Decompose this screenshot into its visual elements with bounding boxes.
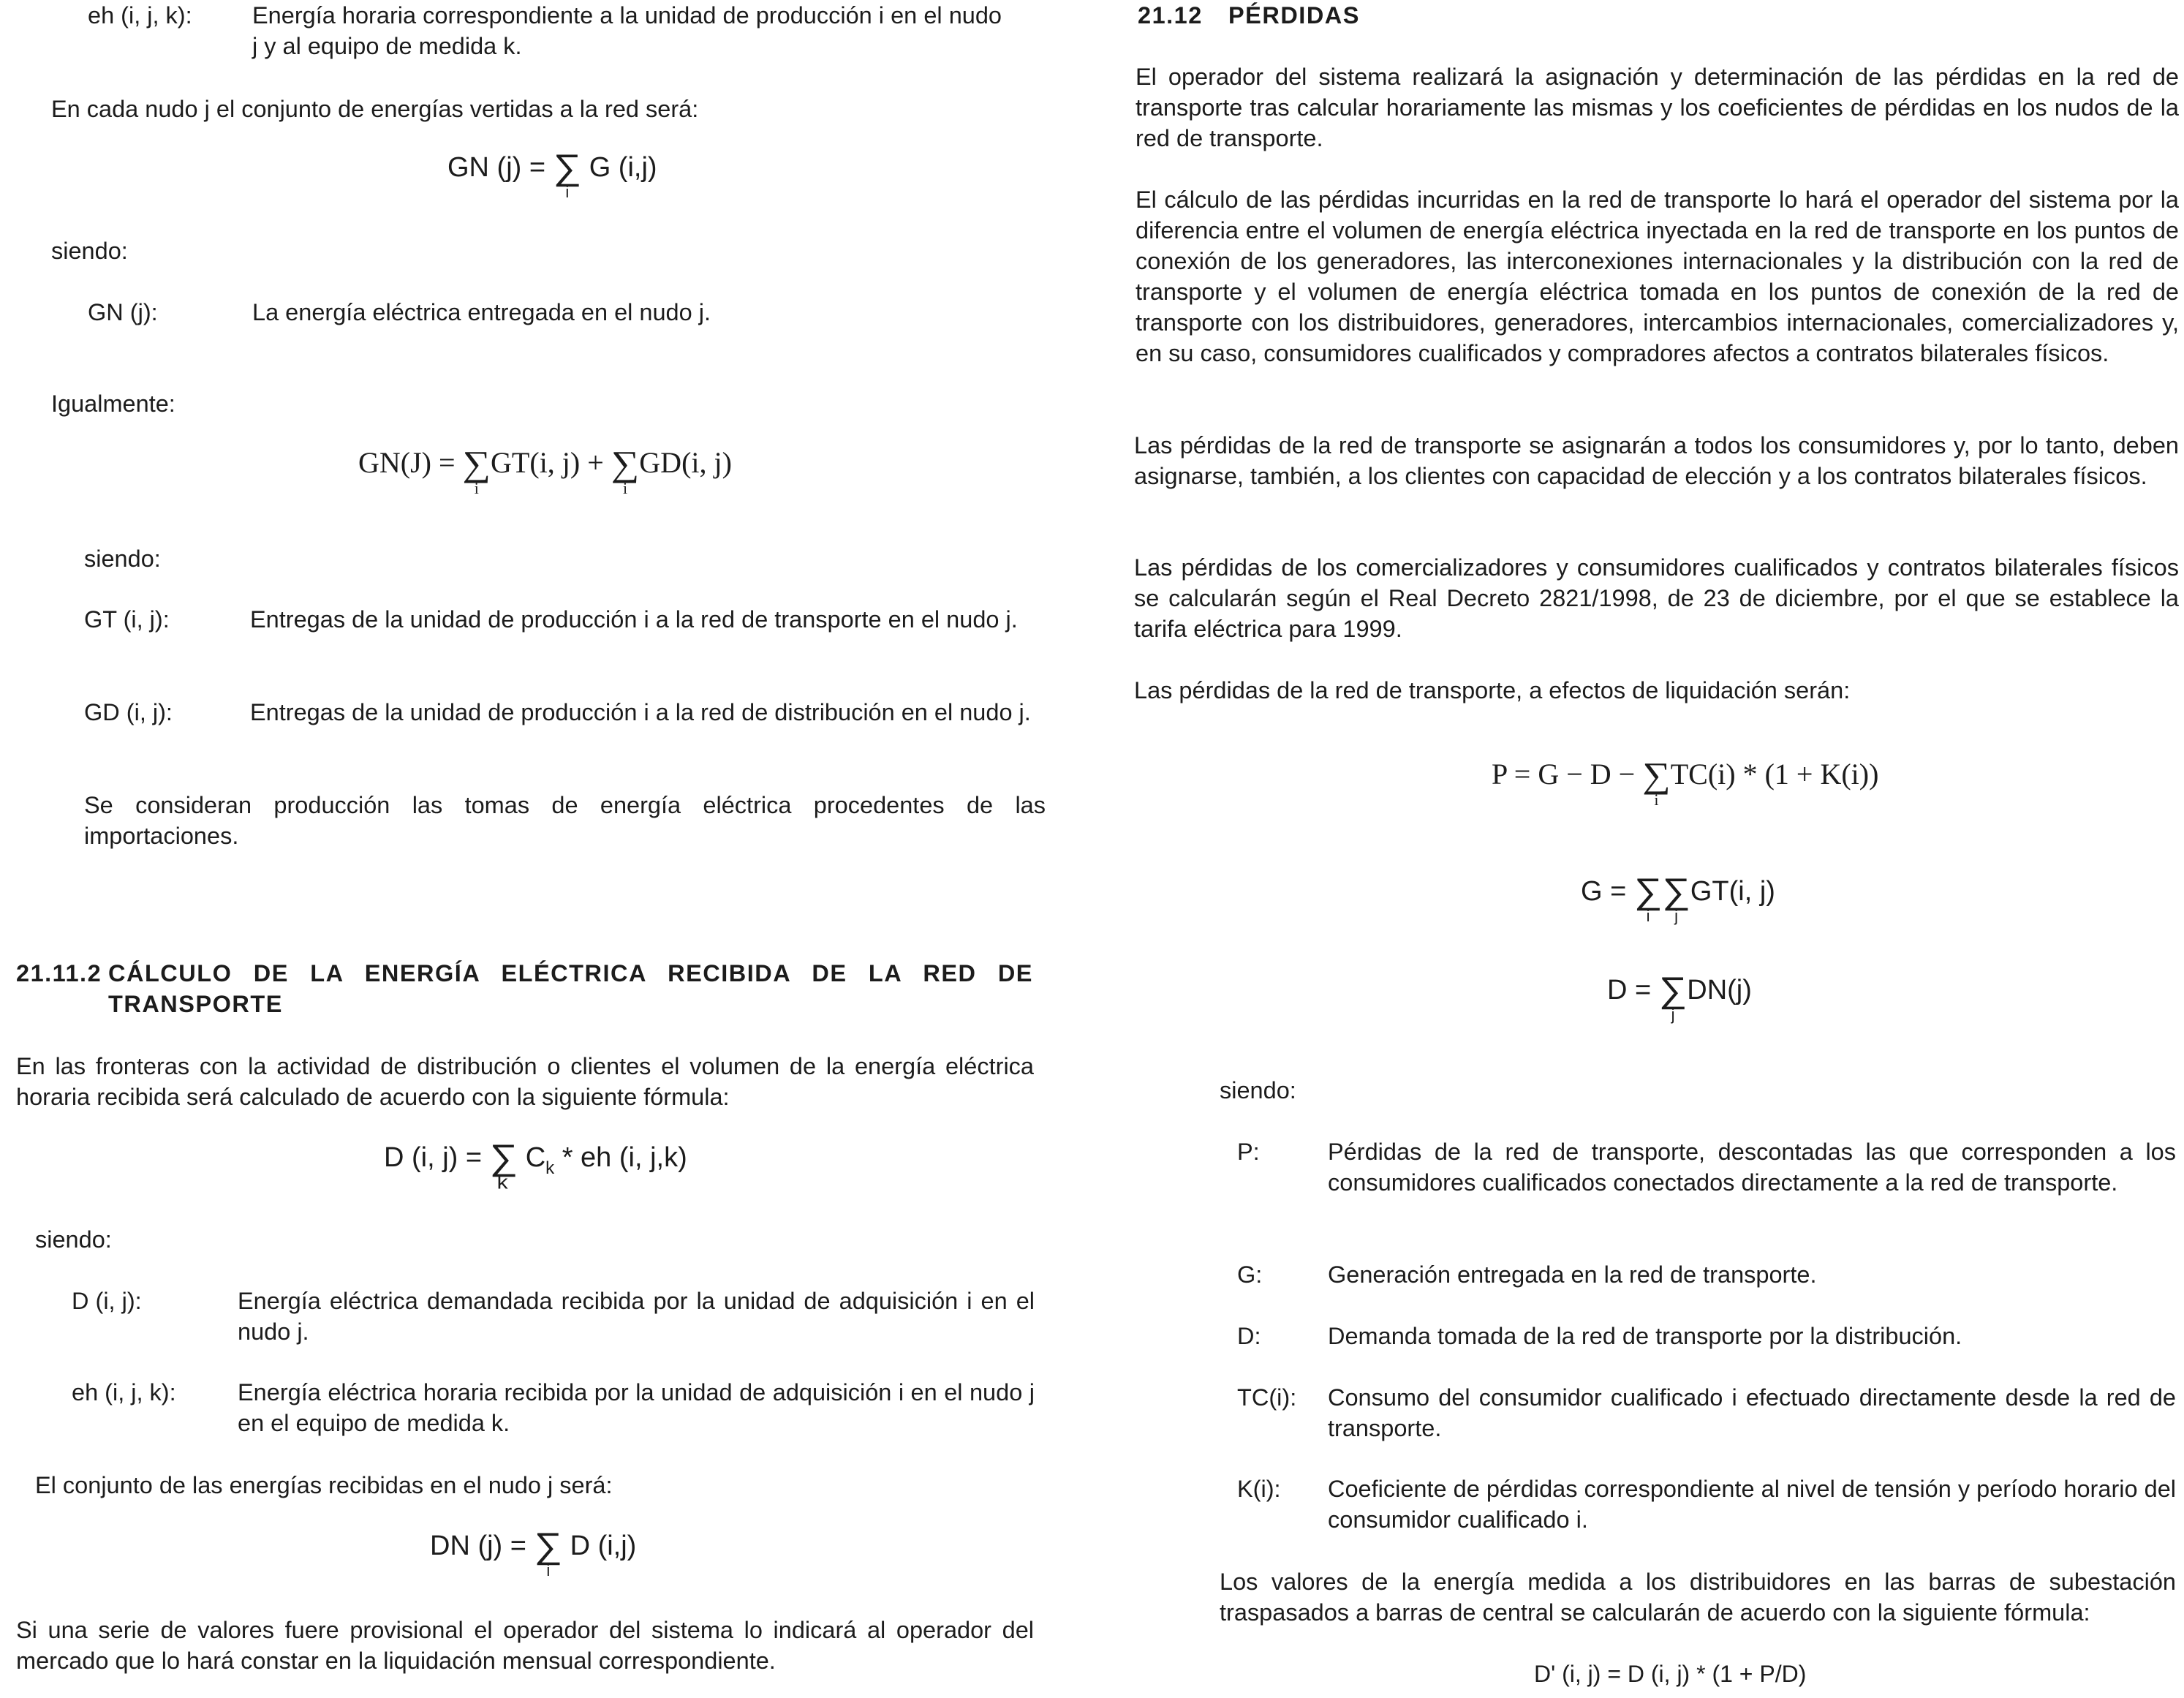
label-siendo: siendo:	[1220, 1077, 1296, 1103]
formula-gn	[447, 148, 657, 202]
section-heading-number: 21.11.2	[16, 960, 102, 986]
definition-description: Entregas de la unidad de producción i a la red de distribución en el nudo j.	[250, 699, 1031, 725]
sum-glyph: ∑	[462, 444, 491, 483]
sum-symbol	[1633, 872, 1663, 926]
definition-term: eh (i, j, k):	[88, 2, 192, 29]
sum-symbol	[1658, 970, 1688, 1025]
label-siendo: siendo:	[35, 1226, 112, 1253]
paragraph-4: Las pérdidas de los comercializadores y consumidores cualificados y contratos bilaterales físicos se calcularán según el Real Decreto 2821/1998, de 23 de diciembre, por el que se establece la tarifa eléctrica para 1999.	[1134, 554, 2179, 642]
formula-lhs: D (i, j) =	[384, 1142, 483, 1173]
label-siendo: siendo:	[84, 546, 161, 572]
definition-description: Energía horaria correspondiente a la unidad de producción i en el nudo j y al equipo de medida k.	[252, 2, 1002, 59]
sum-symbol	[1662, 872, 1690, 926]
definition-description: Demanda tomada de la red de transporte por la distribución.	[1328, 1323, 1962, 1349]
sum-glyph: ∑	[1662, 872, 1690, 911]
definition-description: Coeficiente de pérdidas correspondiente al nivel de tensión y período horario del consumidor cualificado i.	[1328, 1476, 2176, 1533]
sum-index: j	[1671, 1005, 1675, 1025]
formula-lhs: DN (j) =	[430, 1531, 526, 1561]
formula-g	[1581, 872, 1775, 926]
section-heading: PÉRDIDAS	[1228, 2, 1360, 29]
sum-symbol	[489, 1138, 518, 1193]
label-siendo: siendo:	[51, 238, 128, 264]
formula-rhs: TC(i) * (1 + K(i))	[1670, 758, 1879, 790]
definition-description: Entregas de la unidad de producción i a la red de transporte en el nudo j.	[250, 606, 1018, 633]
definition-description: Energía eléctrica horaria recibida por la unidad de adquisición i en el nudo j en el equipo de medida k.	[238, 1379, 1035, 1436]
sum-glyph: ∑	[611, 444, 640, 483]
definition-term: P:	[1237, 1139, 1260, 1165]
definition-term: GT (i, j):	[84, 606, 170, 633]
formula-lhs: GN (j) =	[447, 152, 546, 183]
section-heading-number: 21.12	[1138, 2, 1203, 29]
formula-dd	[1607, 970, 1752, 1025]
paragraph-importaciones: Se consideran producción las tomas de energía eléctrica procedentes de las importaciones.	[84, 792, 1046, 849]
sum-index: i	[546, 1561, 551, 1580]
paragraph-conjunto: El conjunto de las energías recibidas en el nudo j será:	[35, 1472, 613, 1498]
formula-dn	[430, 1526, 637, 1580]
definition-description: La energía eléctrica entregada en el nudo j.	[252, 299, 711, 325]
sum-index: i	[565, 183, 570, 202]
sum-index: j	[1674, 907, 1679, 926]
formula-rhs: G (i,j)	[589, 152, 657, 183]
paragraph-2: El cálculo de las pérdidas incurridas en la red de transporte lo hará el operador del sistema por la diferencia entre el volumen de energía eléctrica inyectada en la red de transporte en los puntos de conexión de los generadores, las interconexiones internacionales y la distribución con la red de transporte y el volumen de energía eléctrica tomada en los puntos de conexión de la red de transporte con los distribuidores, generadores, intercambios internacionales, comercializadores y, en su caso, consumidores cualificados y compradores afectos a contratos bilaterales físicos.	[1136, 186, 2179, 366]
formula-last: D' (i, j) = D (i, j) * (1 + P/D)	[1534, 1661, 1807, 1687]
formula-lhs: G =	[1581, 876, 1627, 907]
paragraph-nudo: En cada nudo j el conjunto de energías vertidas a la red será:	[51, 96, 699, 122]
paragraph-serie: Si una serie de valores fuere provisional el operador del sistema lo indicará al operador del mercado que lo hará constar en la liquidación mensual correspondiente.	[16, 1617, 1034, 1674]
paragraph-fronteras: En las fronteras con la actividad de distribución o clientes el volumen de la energía eléctrica horaria recibida será calculado de acuerdo con la siguiente fórmula:	[16, 1053, 1034, 1110]
formula-term: GD(i, j)	[639, 446, 732, 479]
definition-term: eh (i, j, k):	[72, 1379, 176, 1405]
sum-symbol	[1642, 755, 1671, 810]
sum-glyph: ∑	[553, 148, 582, 187]
sum-glyph: ∑	[1633, 872, 1663, 911]
formula-lhs: D =	[1607, 975, 1652, 1005]
paragraph-5: Las pérdidas de la red de transporte, a efectos de liquidación serán:	[1134, 677, 1851, 703]
definition-term: GD (i, j):	[84, 699, 173, 725]
formula-d	[384, 1138, 687, 1193]
paragraph-3: Las pérdidas de la red de transporte se asignarán a todos los consumidores y, por lo tanto, deben asignarse, también, a los clientes con capacidad de elección y a los contratos bilaterales físicos.	[1134, 432, 2179, 489]
sum-index: i	[1654, 790, 1659, 810]
definition-description: Energía eléctrica demandada recibida por la unidad de adquisición i en el nudo j.	[238, 1288, 1035, 1345]
sum-index: i	[622, 479, 628, 498]
formula-rhs: D (i,j)	[570, 1531, 637, 1561]
sum-glyph: ∑	[534, 1526, 563, 1566]
definition-description: Generación entregada en la red de transporte.	[1328, 1261, 1817, 1288]
label-igualmente: Igualmente:	[51, 390, 175, 417]
definition-term: D:	[1237, 1323, 1261, 1349]
definition-term: GN (j):	[88, 299, 158, 325]
sum-glyph: ∑	[1642, 755, 1671, 795]
formula-gnJ	[358, 444, 732, 498]
sum-glyph: ∑	[1658, 970, 1688, 1010]
sum-glyph: ∑	[489, 1138, 518, 1177]
definition-term: TC(i):	[1237, 1384, 1297, 1411]
sum-symbol	[534, 1526, 563, 1580]
definition-description: Pérdidas de la red de transporte, descontadas las que corresponden a los consumidores cualificados conectados directamente a la red de transporte.	[1328, 1139, 2176, 1196]
paragraph-1: El operador del sistema realizará la asignación y determinación de las pérdidas en la red de transporte tras calcular horariamente las mismas y los coeficientes de pérdidas en los nudos de la red de transporte.	[1136, 64, 2179, 151]
paragraph-6: Los valores de la energía medida a los distribuidores en las barras de subestación traspasados a barras de central se calcularán de acuerdo con la siguiente fórmula:	[1220, 1569, 2176, 1626]
sum-symbol	[611, 444, 640, 498]
formula-c-sub: k	[545, 1158, 555, 1178]
sum-index: k	[496, 1171, 508, 1193]
formula-c: C	[525, 1142, 546, 1173]
sum-index: i	[474, 479, 479, 498]
definition-description: Consumo del consumidor cualificado i efectuado directamente desde la red de transporte.	[1328, 1384, 2176, 1441]
sum-index: i	[1646, 907, 1650, 926]
formula-rhs: DN(j)	[1687, 975, 1752, 1005]
section-heading: CÁLCULO DE LA ENERGÍA ELÉCTRICA RECIBIDA DE LA RED DE TRANSPORTE	[108, 960, 1033, 1017]
formula-rhs: GT(i, j)	[1690, 876, 1775, 907]
sum-symbol	[553, 148, 582, 202]
definition-term: G:	[1237, 1261, 1263, 1288]
definition-term: K(i):	[1237, 1476, 1281, 1502]
formula-lhs: P = G − D −	[1492, 758, 1636, 790]
formula-term: GT(i, j) +	[491, 446, 604, 479]
formula-rhs: * eh (i, j,k)	[562, 1142, 687, 1173]
formula-lhs: GN(J) =	[358, 446, 456, 479]
sum-symbol	[462, 444, 491, 498]
definition-term: D (i, j):	[72, 1288, 142, 1314]
formula-p	[1492, 755, 1879, 810]
